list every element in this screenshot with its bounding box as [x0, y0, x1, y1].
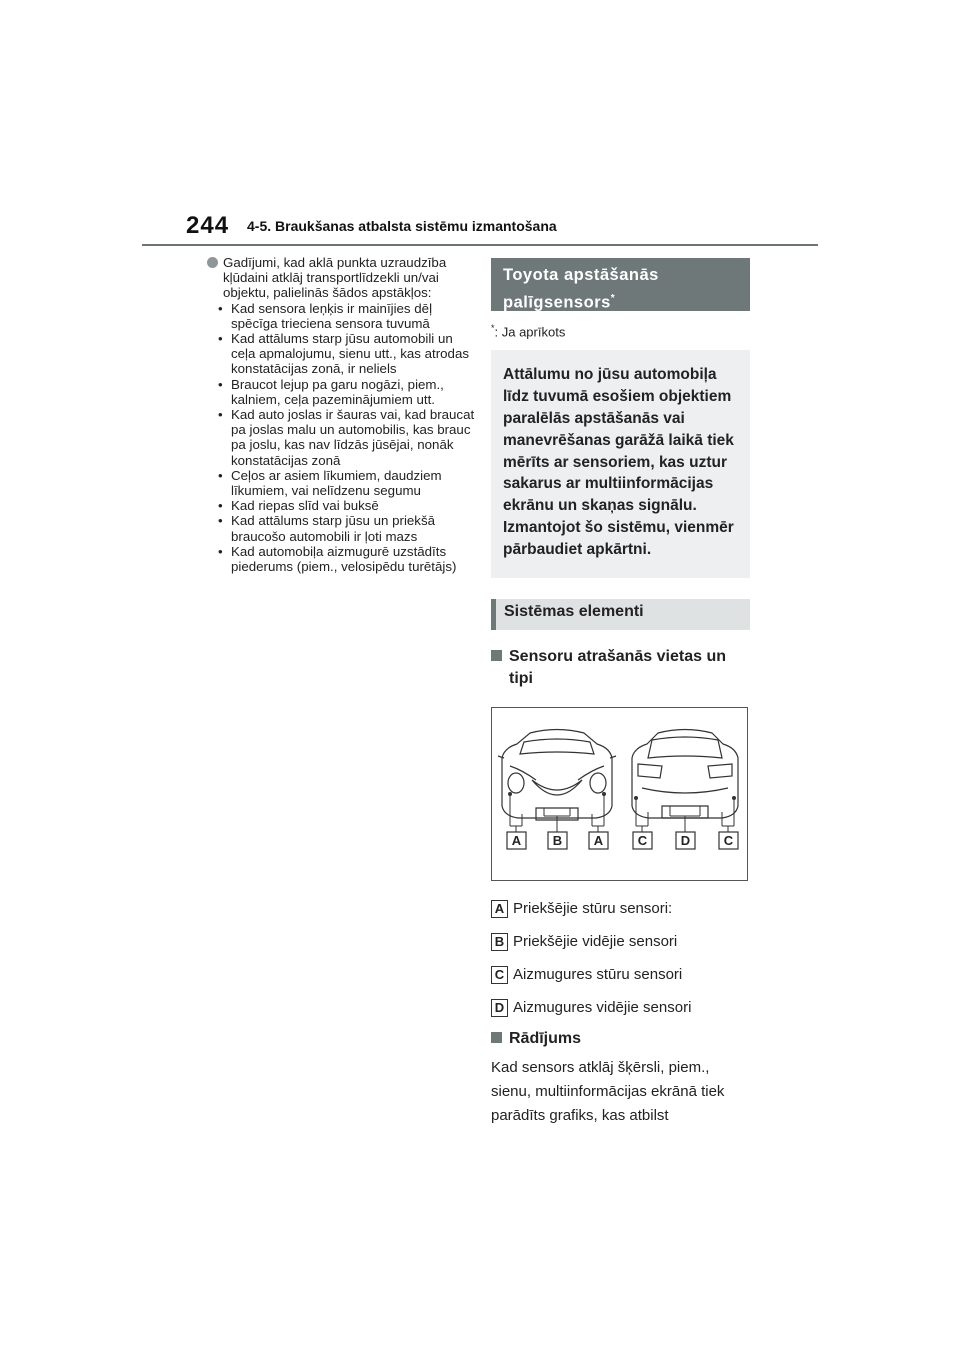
bullet-text: Gadījumi, kad aklā punkta uzraudzība kļūdaini atklāj transportlīdzekli un/vai objektu, palielinās šādos apstākļos:: [223, 255, 447, 301]
bullet-paragraph: [210, 255, 480, 301]
legend-letter-box: D: [491, 999, 508, 1017]
condition-list: [210, 301, 480, 575]
figure-label-c: C: [637, 833, 648, 849]
list-bullet: •: [218, 376, 223, 392]
figure-label-d: D: [680, 833, 691, 849]
chapter-title: 4-5. Braukšanas atbalsta sistēmu izmantošana: [247, 218, 557, 234]
display-heading: Rādījums: [491, 1028, 750, 1050]
list-bullet: •: [218, 407, 223, 423]
legend-row: [491, 958, 750, 991]
list-bullet: •: [218, 513, 223, 529]
figure-label-a: A: [593, 833, 604, 849]
list-bullet: •: [218, 543, 223, 559]
square-bullet-icon: [491, 1032, 502, 1043]
legend-row: [491, 925, 750, 958]
header-rule: [142, 244, 818, 246]
list-item: • Kad attālums starp jūsu automobili un ceļa apmalojumu, sienu utt., kas atrodas konstatācijas zonā, ir neliels: [218, 331, 469, 377]
footnote: *: Ja aprīkots: [491, 323, 566, 340]
list-item: • Kad sensora leņķis ir mainījies dēļ spēcīga trieciena sensora tuvumā: [218, 300, 433, 331]
list-item: • Kad riepas slīd vai buksē: [218, 498, 379, 514]
list-item: • Ceļos ar asiem līkumiem, daudziem līkumiem, vai nelīdzenu segumu: [218, 467, 442, 499]
list-item: • Braucot lejup pa garu nogāzi, piem., kalniem, ceļa pazeminājumiem utt.: [218, 376, 444, 407]
left-column: [210, 255, 480, 574]
legend-row: [491, 892, 750, 925]
page-number: 244: [186, 212, 230, 239]
figure-label-b: B: [552, 833, 563, 849]
figure-label-c: C: [723, 833, 734, 849]
list-bullet: •: [218, 498, 223, 514]
car-sensor-diagram: [492, 708, 747, 880]
legend-row: [491, 991, 750, 1024]
list-item: • Kad auto joslas ir šauras vai, kad braucat pa joslas malu un automobilis, kas brauc pa joslu, kas nav līdzās jūsējai, nonāk konstatācijas zonā: [218, 407, 475, 468]
elements-title: Sistēmas elementi: [491, 599, 750, 630]
list-item: • Kad attālums starp jūsu un priekšā braucošo automobili ir ļoti mazs: [218, 513, 435, 544]
legend-text: Aizmugures stūru sensori: [513, 966, 683, 984]
rear-car-illustration: [632, 730, 738, 819]
legend-text: Aizmugures vidējie sensori: [513, 999, 692, 1017]
bullet-dot-icon: [207, 257, 218, 268]
footnote-star: *: [610, 293, 616, 304]
intro-box: Attālumu no jūsu automobiļa līdz tuvumā esošiem objektiem paralēlās apstāšanās vai manevrēšanas garāžā laikā tiek mērīts ar sensoriem, kas uztur sakarus ar multiinformācijas ekrānu un skaņas signālu. Izmantojot šo sistēmu, vienmēr pārbaudiet apkārtni.: [491, 350, 750, 578]
list-bullet: •: [218, 300, 223, 316]
figure-label-a: A: [511, 833, 522, 849]
legend-letter-box: C: [491, 966, 508, 984]
front-car-illustration: [498, 730, 616, 821]
sensors-heading: Sensoru atrašanās vietas un tipi: [491, 646, 750, 690]
legend-letter-box: B: [491, 933, 508, 951]
list-bullet: •: [218, 467, 223, 483]
legend-text: Priekšējie stūru sensori:: [513, 900, 673, 918]
list-bullet: •: [218, 331, 223, 347]
square-bullet-icon: [491, 650, 502, 661]
sensor-legend: [491, 892, 750, 1024]
right-column: [491, 258, 750, 1128]
legend-letter-box: A: [491, 900, 508, 918]
sensor-figure: [491, 707, 748, 881]
display-text: Kad sensors atklāj šķērsli, piem., sienu, multiinformācijas ekrānā tiek parādīts grafiks, kas atbilst: [491, 1059, 725, 1125]
legend-text: Priekšējie vidējie sensori: [513, 933, 678, 951]
section-title: Toyota apstāšanās palīgsensors*: [491, 258, 750, 311]
list-item: • Kad automobiļa aizmugurē uzstādīts piederums (piem., velosipēdu turētājs): [218, 543, 457, 575]
